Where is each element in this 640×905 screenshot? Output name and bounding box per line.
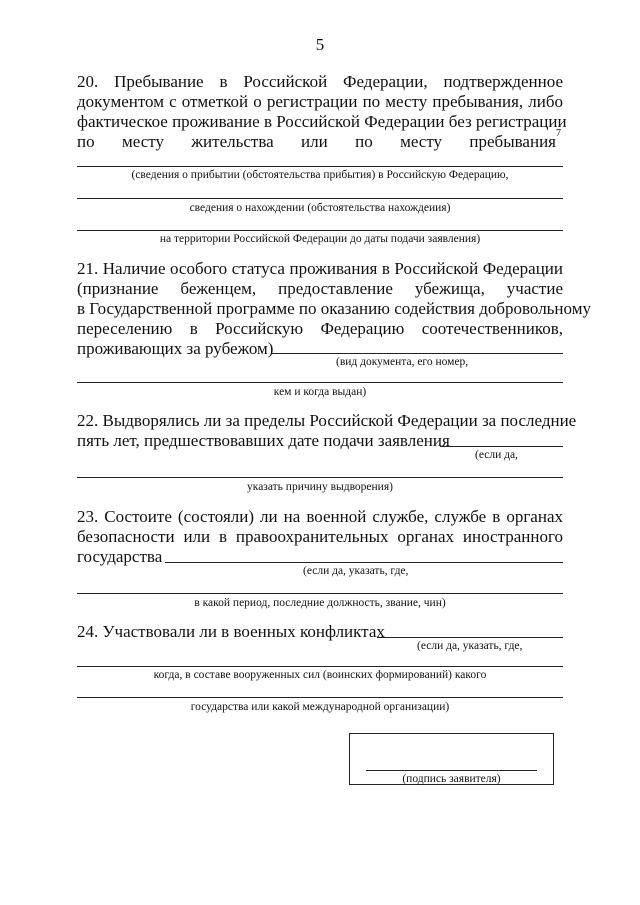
s20-answer-line-3[interactable] <box>77 230 563 231</box>
s24-caption-1: (если да, указать, где, <box>417 640 523 652</box>
s22-caption-2: указать причину выдворения) <box>247 481 393 493</box>
s21-answer-line-2[interactable] <box>77 382 563 383</box>
s24-line-1: 24. Участвовали ли в военных конфликтах <box>77 622 385 641</box>
page-number: 5 <box>315 35 325 54</box>
s20-caption-2: сведения о нахождении (обстоятельства нахождеиия) <box>189 202 451 214</box>
s21-line-4: переселению в Российскую Федерацию соотечественников, <box>77 319 563 338</box>
s24-caption-2: когда, в составе вооруженных сил (воинских формирований) какого <box>153 669 487 681</box>
s21-line-2: (признание беженцем, предоставление убежища, участие <box>77 279 563 298</box>
s22-line-1: 22. Выдворялись ли за пределы Российской Федерации за последние <box>77 411 577 430</box>
s20-line-3: фактическое проживание в Российской Федерации без регистрации <box>77 112 567 131</box>
s24-answer-line-2[interactable] <box>77 666 563 667</box>
s24-caption-3: государства или какой международной организации) <box>190 701 450 713</box>
s23-caption-1: (если да, указать, где, <box>303 565 409 577</box>
s21-answer-line-1[interactable] <box>272 353 563 354</box>
s23-line-2: безопасности или в правоохранительных органах иностранного <box>77 527 563 546</box>
s20-answer-line-2[interactable] <box>77 198 563 199</box>
s23-answer-line-2[interactable] <box>77 593 563 594</box>
signature-caption: (подпись заявителя) <box>402 773 501 785</box>
s22-line-2: пять лет, предшествовавших дате подачи заявления <box>77 431 450 450</box>
s20-caption-1: (сведения о прибытии (обстоятельства прибытия) в Российскую Федерацию, <box>131 169 509 181</box>
s24-answer-line-3[interactable] <box>77 697 563 698</box>
s23-line-1: 23. Состоите (состояли) ли на военной службе, службе в органах <box>77 507 563 526</box>
s23-line-3: государства <box>77 547 163 566</box>
s20-caption-3: на территории Российской Федерации до даты подачи заявления) <box>159 233 481 245</box>
s23-answer-line-1[interactable] <box>165 562 563 563</box>
s20-line-1: 20. Пребывание в Российской Федерации, подтвержденное <box>77 72 563 91</box>
s21-line-3: в Государственной программе по оказанию содействия добровольному <box>77 299 591 318</box>
s20-line-2: документом с отметкой о регистрации по месту пребывания, либо <box>77 92 563 111</box>
s24-answer-line-1[interactable] <box>377 637 563 638</box>
s21-line-1: 21. Наличие особого статуса проживания в Российской Федерации <box>77 259 563 278</box>
s20-answer-line-1[interactable] <box>77 166 563 167</box>
s21-caption-2: кем и когда выдан) <box>273 386 367 398</box>
s20-line-4: по месту жительства или по месту пребывания <box>77 132 556 151</box>
s22-caption-1: (если да, <box>475 449 518 461</box>
s22-answer-line-2[interactable] <box>77 477 563 478</box>
signature-line[interactable] <box>366 770 537 771</box>
s21-caption-1: (вид документа, его номер, <box>336 356 469 368</box>
s23-caption-2: в какой период, последние должность, звание, чин) <box>194 597 446 609</box>
s21-line-5: проживающих за рубежом) <box>77 339 274 358</box>
s22-answer-line-1[interactable] <box>440 446 563 447</box>
